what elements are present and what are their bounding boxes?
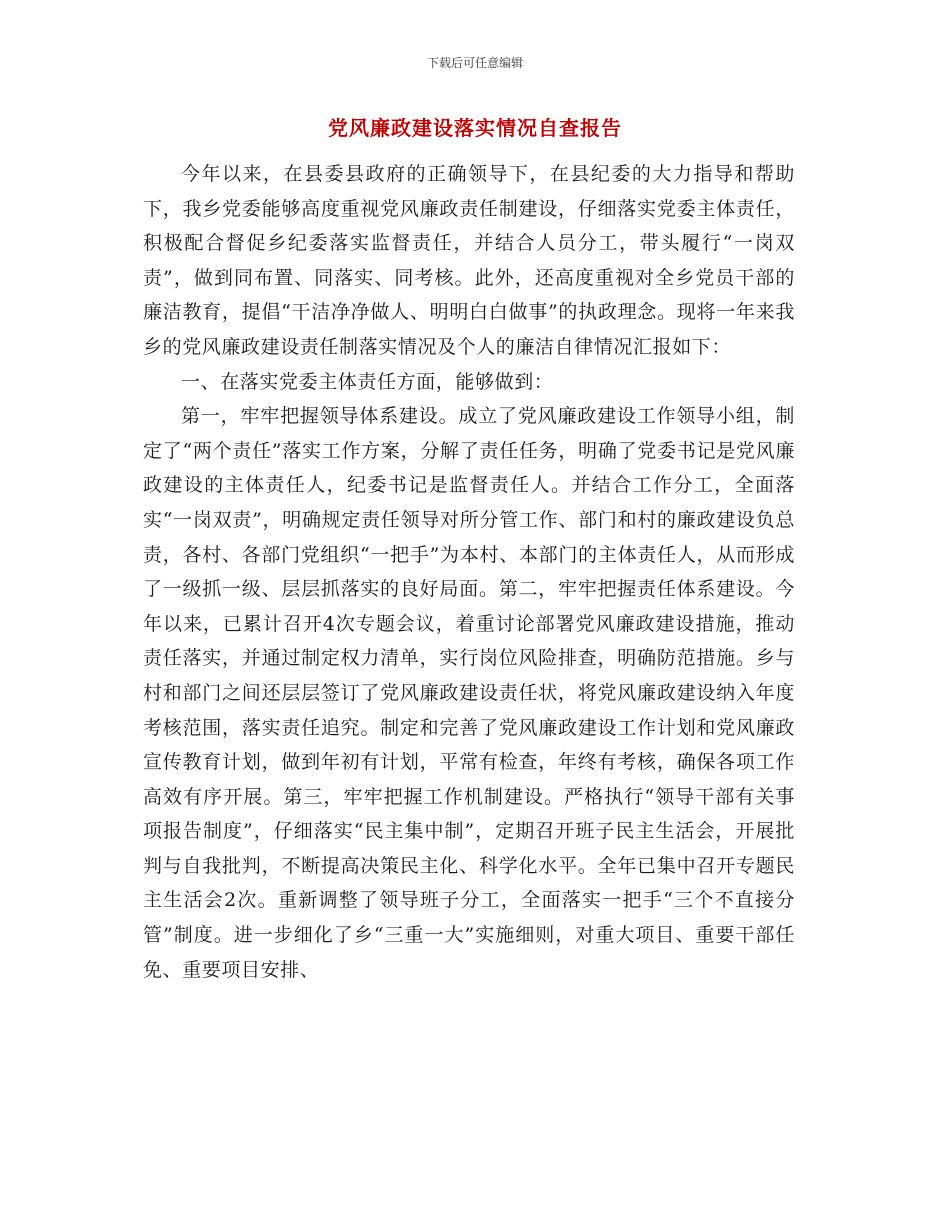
page-title: 党风廉政建设落实情况自查报告	[328, 116, 622, 140]
paragraph-section-body: 第一，牢牢把握领导体系建设。成立了党风廉政建设工作领导小组，制定了“两个责任”落实工作方案，分解了责任任务，明确了党委书记是党风廉政建设的主体责任人，纪委书记是监督责任人。并结合工作分工，全面落实“一岗双责”，明确规定责任领导对所分管工作、部门和村的廉政建设负总责，各村、各部门党组织“一把手”为本村、本部门的主体责任人，从而形成了一级抓一级、层层抓落实的良好局面。第二，牢牢把握责任体系建设。今年以来，已累计召开4次专题会议，着重讨论部署党风廉政建设措施，推动责任落实，并通过制定权力清单，实行岗位风险排查，明确防范措施。乡与村和部门之间还层层签订了党风廉政建设责任状，将党风廉政建设纳入年度考核范围，落实责任追究。制定和完善了党风廉政建设工作计划和党风廉政宣传教育计划，做到年初有计划，平常有检查，年终有考核，确保各项工作高效有序开展。第三，牢牢把握工作机制建设。严格执行“领导干部有关事项报告制度”，仔细落实“民主集中制”，定期召开班子民主生活会，开展批判与自我批判，不断提高决策民主化、科学化水平。全年已集中召开专题民主生活会2次。重新调整了领导班子分工，全面落实一把手“三个不直接分管”制度。进一步细化了乡“三重一大”实施细则，对重大项目、重要干部任免、重要项目安排、	[143, 405, 795, 981]
header-note: 下载后可任意编辑	[426, 56, 523, 70]
paragraph-intro: 今年以来，在县委县政府的正确领导下，在县纪委的大力指导和帮助下，我乡党委能够高度重视党风廉政责任制建设，仔细落实党委主体责任，积极配合督促乡纪委落实监督责任，并结合人员分工，带头履行“一岗双责”，做到同布置、同落实、同考核。此外，还高度重视对全乡党员干部的廉洁教育，提倡“干洁净净做人、明明白白做事”的执政理念。现将一年来我乡的党风廉政建设责任制落实情况及个人的廉洁自律情况汇报如下：	[143, 163, 795, 358]
paragraph-section-heading: 一、在落实党委主体责任方面，能够做到：	[181, 370, 554, 393]
document-body	[143, 157, 795, 987]
